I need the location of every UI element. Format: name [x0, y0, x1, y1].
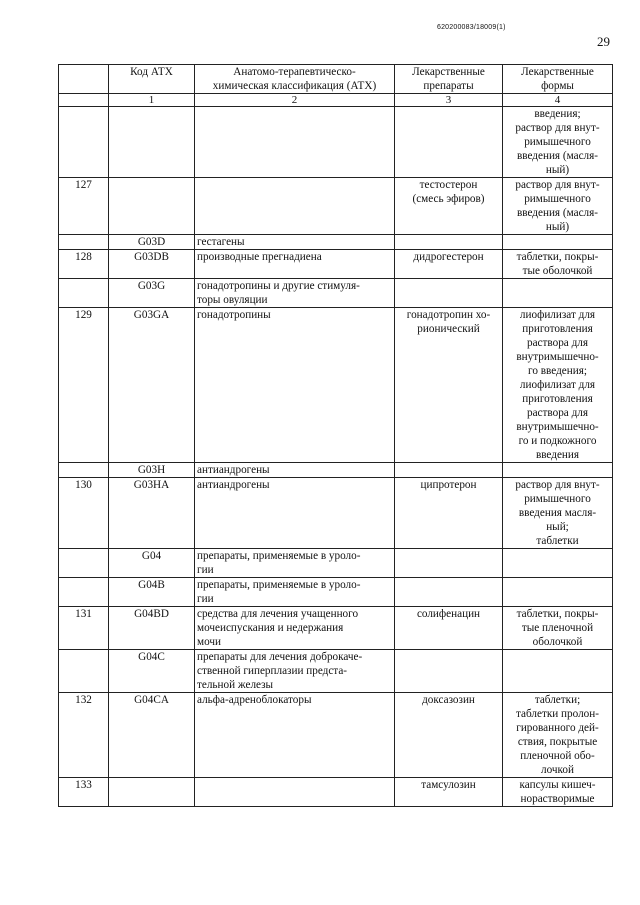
column-number: 2: [195, 94, 395, 107]
dosage-form-cell-line: римышечного: [524, 136, 591, 148]
row-number-cell: 131: [59, 607, 109, 650]
dosage-form-cell: [503, 463, 613, 478]
dosage-form-cell-line: введения (масля-: [516, 207, 598, 219]
header-dosage-forms-line: Лекарственные: [521, 66, 594, 78]
table-row: [59, 578, 613, 607]
classification-cell: [195, 279, 395, 308]
drug-cell: [395, 463, 503, 478]
classification-cell-line: гонадотропины и другие стимуля-: [197, 280, 360, 292]
classification-cell-line: гии: [197, 564, 214, 576]
drug-cell: [395, 250, 503, 279]
dosage-form-cell: [503, 549, 613, 578]
dosage-form-cell-line: приготовления: [522, 323, 593, 335]
drug-cell-line: тамсулозин: [421, 779, 476, 791]
atc-code-cell: G04C: [109, 650, 195, 693]
drug-cell-line: тестостерон: [419, 179, 478, 191]
dosage-form-cell-line: раствор для внут-: [515, 122, 600, 134]
dosage-form-cell-line: таблетки: [536, 535, 579, 547]
row-number-cell: 132: [59, 693, 109, 778]
dosage-form-cell-line: тые оболочкой: [522, 265, 593, 277]
drug-cell: [395, 478, 503, 549]
dosage-form-cell-line: ный): [545, 164, 570, 176]
table-row: [59, 463, 613, 478]
atc-drug-table: [58, 64, 613, 807]
row-number-cell: [59, 463, 109, 478]
header-atc-code-line: Код АТХ: [130, 66, 173, 78]
dosage-form-cell-line: внутримышечно-: [516, 421, 599, 433]
classification-cell-line: средства для лечения учащенного: [197, 608, 359, 620]
dosage-form-cell-line: лиофилизат для: [519, 309, 596, 321]
dosage-form-cell-line: тые пленочной: [521, 622, 594, 634]
dosage-form-cell-line: раствор для внут-: [515, 179, 600, 191]
dosage-form-cell-line: го и подкожного: [518, 435, 597, 447]
classification-cell: [195, 463, 395, 478]
drug-cell: [395, 279, 503, 308]
row-number-cell: [59, 107, 109, 178]
row-number-cell: [59, 279, 109, 308]
drug-cell: [395, 178, 503, 235]
atc-code-cell: G04: [109, 549, 195, 578]
header-drugs-line: препараты: [423, 80, 474, 92]
header-drugs: [395, 65, 503, 94]
dosage-form-cell-line: лиофилизат для: [519, 379, 596, 391]
classification-cell-line: препараты, применяемые в уроло-: [197, 550, 361, 562]
classification-cell-line: мочеиспускания и недержания: [197, 622, 344, 634]
dosage-form-cell: [503, 279, 613, 308]
dosage-form-cell-line: го введения;: [528, 365, 587, 377]
dosage-form-cell-line: ный;: [546, 521, 569, 533]
classification-cell-line: мочи: [197, 636, 221, 648]
table-row: [59, 693, 613, 778]
dosage-form-cell-line: гированного дей-: [516, 722, 599, 734]
dosage-form-cell-line: римышечного: [524, 493, 591, 505]
column-number: 1: [109, 94, 195, 107]
table-row: [59, 308, 613, 463]
classification-cell: [195, 308, 395, 463]
dosage-form-cell: [503, 693, 613, 778]
dosage-form-cell: [503, 650, 613, 693]
column-number: 4: [503, 94, 613, 107]
column-number: 3: [395, 94, 503, 107]
dosage-form-cell: [503, 478, 613, 549]
page-number: 29: [597, 34, 610, 49]
column-number: [59, 94, 109, 107]
classification-cell: [195, 549, 395, 578]
classification-cell: [195, 778, 395, 807]
dosage-form-cell-line: введения (масля-: [516, 150, 598, 162]
drug-cell: [395, 235, 503, 250]
drug-cell: [395, 549, 503, 578]
header-atc-code: [109, 65, 195, 94]
header-number: [59, 65, 109, 94]
dosage-form-cell-line: раствора для: [527, 337, 588, 349]
classification-cell: [195, 478, 395, 549]
classification-cell-line: гонадотропины: [197, 309, 271, 321]
classification-cell: [195, 693, 395, 778]
dosage-form-cell-line: таблетки пролон-: [516, 708, 599, 720]
header-dosage-forms: [503, 65, 613, 94]
atc-code-cell: G04B: [109, 578, 195, 607]
row-number-cell: 128: [59, 250, 109, 279]
atc-code-cell: [109, 107, 195, 178]
classification-cell: [195, 178, 395, 235]
dosage-form-cell: [503, 107, 613, 178]
dosage-form-cell: [503, 250, 613, 279]
document-id: 620200083/18009(1): [437, 24, 506, 31]
table-row: [59, 478, 613, 549]
drug-cell: [395, 308, 503, 463]
row-number-cell: [59, 235, 109, 250]
dosage-form-cell-line: оболочкой: [532, 636, 583, 648]
atc-code-cell: G03GA: [109, 308, 195, 463]
drug-cell: [395, 650, 503, 693]
dosage-form-cell-line: римышечного: [524, 193, 591, 205]
classification-cell: [195, 607, 395, 650]
header-drugs-line: Лекарственные: [412, 66, 485, 78]
atc-code-cell: [109, 778, 195, 807]
header-dosage-forms-line: формы: [541, 80, 574, 92]
drug-cell-line: (смесь эфиров): [412, 193, 485, 205]
dosage-form-cell-line: норастворимые: [520, 793, 595, 805]
column-number-row: [59, 94, 613, 107]
atc-code-cell: G03G: [109, 279, 195, 308]
table-row: [59, 607, 613, 650]
classification-cell-line: препараты, применяемые в уроло-: [197, 579, 361, 591]
row-number-cell: [59, 578, 109, 607]
dosage-form-cell-line: ствия, покрытые: [517, 736, 598, 748]
dosage-form-cell-line: таблетки, покры-: [516, 251, 599, 263]
dosage-form-cell: [503, 308, 613, 463]
classification-cell-line: альфа-адреноблокаторы: [197, 694, 312, 706]
classification-cell-line: торы овуляции: [197, 294, 268, 306]
classification-cell-line: антиандрогены: [197, 464, 270, 476]
dosage-form-cell-line: введения масля-: [518, 507, 597, 519]
drug-cell: [395, 578, 503, 607]
dosage-form-cell-line: приготовления: [522, 393, 593, 405]
dosage-form-cell-line: лочкой: [541, 764, 574, 776]
classification-cell: [195, 235, 395, 250]
dosage-form-cell: [503, 607, 613, 650]
dosage-form-cell: [503, 578, 613, 607]
drug-cell-line: ципротерон: [420, 479, 477, 491]
drug-cell-line: гонадотропин хо-: [406, 309, 491, 321]
header-atc-classification-line: химическая классификация (АТХ): [212, 80, 377, 92]
classification-cell: [195, 650, 395, 693]
dosage-form-cell-line: раствора для: [527, 407, 588, 419]
row-number-cell: 129: [59, 308, 109, 463]
header-atc-classification-line: Анатомо-терапевтическо-: [233, 66, 356, 78]
dosage-form-cell-line: капсулы кишеч-: [519, 779, 596, 791]
row-number-cell: [59, 650, 109, 693]
classification-cell-line: гии: [197, 593, 214, 605]
classification-cell-line: антиандрогены: [197, 479, 270, 491]
table-row: [59, 778, 613, 807]
dosage-form-cell-line: введения: [535, 449, 580, 461]
drug-cell: [395, 607, 503, 650]
row-number-cell: 133: [59, 778, 109, 807]
table-row: [59, 178, 613, 235]
atc-code-cell: G03H: [109, 463, 195, 478]
dosage-form-cell: [503, 235, 613, 250]
atc-code-cell: G04BD: [109, 607, 195, 650]
atc-code-cell: G03HA: [109, 478, 195, 549]
table-row: [59, 235, 613, 250]
dosage-form-cell-line: таблетки, покры-: [516, 608, 599, 620]
classification-cell-line: тельной железы: [197, 679, 274, 691]
classification-cell-line: препараты для лечения доброкаче-: [197, 651, 363, 663]
row-number-cell: [59, 549, 109, 578]
classification-cell: [195, 578, 395, 607]
drug-cell-line: дидрогестерон: [413, 251, 484, 263]
table-row: [59, 279, 613, 308]
dosage-form-cell-line: пленочной обо-: [520, 750, 595, 762]
classification-cell: [195, 107, 395, 178]
drug-cell: [395, 778, 503, 807]
drug-cell-line: солифенацин: [416, 608, 481, 620]
drug-cell: [395, 693, 503, 778]
row-number-cell: 130: [59, 478, 109, 549]
classification-cell-line: гестагены: [197, 236, 245, 248]
atc-code-cell: [109, 178, 195, 235]
table-row: [59, 549, 613, 578]
drug-cell-line: доксазозин: [422, 694, 475, 706]
dosage-form-cell-line: введения;: [534, 108, 581, 120]
dosage-form-cell-line: раствор для внут-: [515, 479, 600, 491]
dosage-form-cell-line: внутримышечно-: [516, 351, 599, 363]
drug-cell-line: рионический: [417, 323, 480, 335]
header-atc-classification: [195, 65, 395, 94]
atc-code-cell: G04CA: [109, 693, 195, 778]
atc-code-cell: G03D: [109, 235, 195, 250]
dosage-form-cell: [503, 778, 613, 807]
table-header-row: [59, 65, 613, 94]
atc-code-cell: G03DB: [109, 250, 195, 279]
row-number-cell: 127: [59, 178, 109, 235]
table-row: [59, 650, 613, 693]
table-row: [59, 107, 613, 178]
drug-cell: [395, 107, 503, 178]
table-row: [59, 250, 613, 279]
classification-cell-line: ственной гиперплазии предста-: [197, 665, 348, 677]
dosage-form-cell-line: таблетки;: [534, 694, 581, 706]
dosage-form-cell: [503, 178, 613, 235]
dosage-form-cell-line: ный): [545, 221, 570, 233]
classification-cell-line: производные прегнадиена: [197, 251, 322, 263]
classification-cell: [195, 250, 395, 279]
